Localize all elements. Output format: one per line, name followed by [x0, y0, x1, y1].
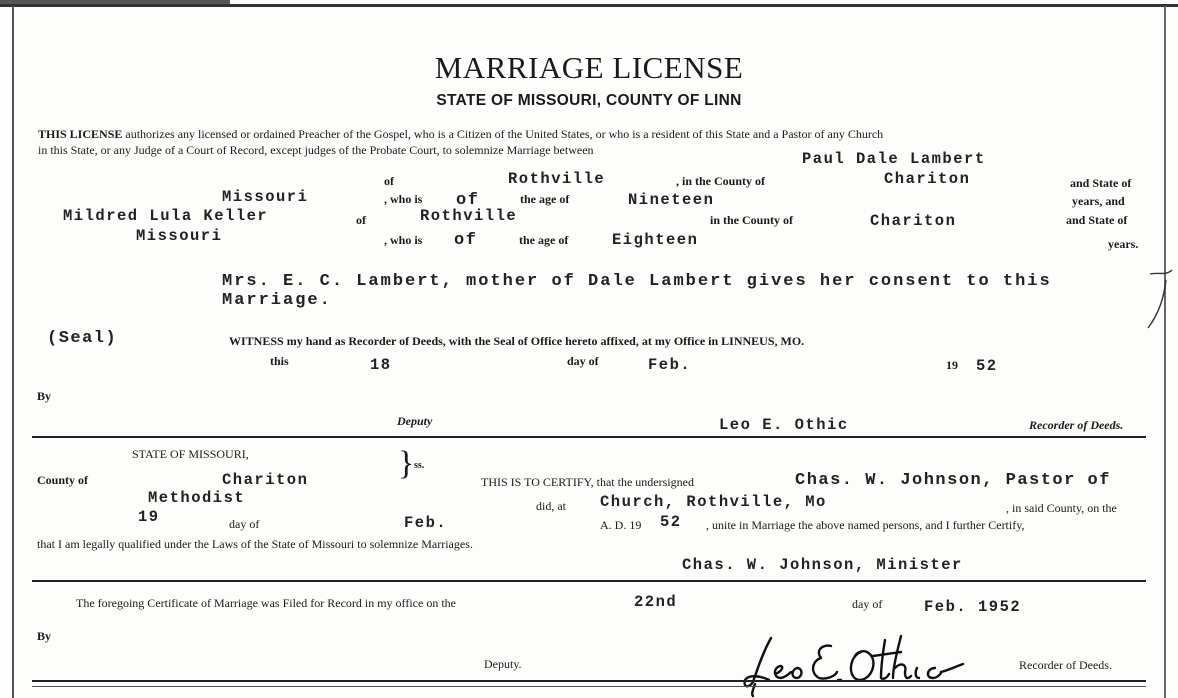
bride-age-prefix: of: [454, 231, 478, 250]
label-age-of-2: the age of: [519, 233, 569, 247]
certificate-county: Chariton: [222, 471, 309, 489]
intro-line-2: in this State, or any Judge of a Court of Record, except judges of the Probate Court, to solemnize Marriage between: [38, 143, 594, 157]
label-and-state-2: and State of: [1066, 213, 1128, 227]
bride-town: Rothville: [420, 207, 518, 225]
bottom-rule-2: [32, 686, 1146, 687]
certificate-pastor: Chas. W. Johnson, Pastor of: [795, 471, 1111, 490]
label-deputy-2: Deputy.: [484, 657, 522, 671]
label-ss: ss.: [414, 460, 425, 471]
witness-text: WITNESS my hand as Recorder of Deeds, with the Seal of Office hereto affixed, at my Office in LINNEUS, MO.: [229, 334, 805, 348]
label-did-at: did, at: [536, 499, 566, 513]
certificate-year: 52: [660, 513, 682, 531]
label-county-of: County of: [37, 473, 89, 487]
bride-name: Mildred Lula Keller: [63, 207, 269, 225]
label-unite: , unite in Marriage the above named persons, and I further Certify,: [706, 518, 1025, 532]
bracket: }: [398, 445, 415, 482]
certificate-church-prefix: Methodist: [148, 489, 246, 507]
bride-state: Missouri: [136, 227, 223, 245]
filing-day: 22nd: [634, 593, 678, 611]
label-years-and: years, and: [1072, 194, 1125, 208]
groom-name: Paul Dale Lambert: [802, 150, 986, 168]
document-subtitle: STATE OF MISSOURI, COUNTY OF LINN: [436, 92, 742, 109]
filing-date: Feb. 1952: [924, 598, 1022, 616]
label-by: By: [37, 389, 52, 403]
label-day-of-3: day of: [852, 597, 883, 611]
label-by-2: By: [37, 629, 52, 643]
label-year-prefix: 19: [946, 358, 958, 372]
witness-year: 52: [976, 357, 998, 375]
certificate-church: Church, Rothville, Mo: [600, 493, 827, 511]
label-of: of: [384, 174, 394, 188]
label-legal: that I am legally qualified under the Laws of the State of Missouri to solemnize Marriages.: [37, 537, 473, 551]
bottom-rule: [32, 680, 1146, 682]
top-left-mark: [0, 0, 230, 4]
intro-lead: THIS LICENSE: [38, 127, 123, 141]
groom-town: Rothville: [508, 170, 606, 188]
document-title: MARRIAGE LICENSE: [434, 50, 744, 85]
consent-line-1: Mrs. E. C. Lambert, mother of Dale Lambert gives her consent to this: [222, 272, 1052, 291]
groom-age: Nineteen: [628, 191, 715, 209]
label-recorder-of-deeds: Recorder of Deeds.: [1029, 418, 1124, 432]
groom-county: Chariton: [884, 170, 971, 188]
label-certify: THIS IS TO CERTIFY, that the undersigned: [481, 475, 694, 489]
certificate-signature: Chas. W. Johnson, Minister: [682, 556, 963, 574]
top-border: [0, 4, 1178, 7]
label-ad: A. D. 19: [600, 518, 642, 532]
label-day-of: day of: [567, 354, 599, 368]
label-recorder-2: Recorder of Deeds.: [1019, 658, 1112, 672]
intro-line-1: [38, 127, 883, 142]
recorder-name: Leo E. Othic: [719, 416, 849, 434]
bride-county: Chariton: [870, 212, 957, 230]
edge-mark: [1146, 266, 1176, 336]
label-who-is: , who is: [384, 192, 423, 206]
label-filed: The foregoing Certificate of Marriage was Filed for Record in my office on the: [76, 596, 456, 610]
certificate-day: 19: [138, 508, 160, 526]
groom-age-prefix: of: [456, 191, 480, 210]
label-deputy: Deputy: [397, 414, 433, 428]
label-in-county: , in the County of: [676, 174, 766, 188]
certificate-month: Feb.: [404, 514, 448, 532]
label-age-of: the age of: [520, 192, 570, 206]
consent-line-2: Marriage.: [222, 291, 332, 310]
section-divider-1: [32, 436, 1146, 438]
label-day-of-2: day of: [229, 517, 260, 531]
seal-mark: (Seal): [47, 329, 118, 348]
witness-month: Feb.: [648, 356, 692, 374]
label-in-county-2: in the County of: [710, 213, 794, 227]
section-divider-2: [32, 580, 1146, 582]
bride-age: Eighteen: [612, 231, 699, 249]
witness-day: 18: [370, 356, 392, 374]
groom-state: Missouri: [222, 188, 309, 206]
intro-text-1: authorizes any licensed or ordained Preacher of the Gospel, who is a Citizen of the United States, or who is a resident of this State and a Pastor of any Church: [125, 127, 884, 141]
label-years: years.: [1108, 237, 1139, 251]
label-who-is-2: , who is: [384, 233, 423, 247]
label-state-of-missouri: STATE OF MISSOURI,: [132, 447, 249, 461]
label-in-said-county: , in said County, on the: [1006, 501, 1117, 515]
label-this: this: [270, 354, 289, 368]
label-of-2: of: [356, 213, 366, 227]
label-and-state: and State of: [1070, 176, 1132, 190]
